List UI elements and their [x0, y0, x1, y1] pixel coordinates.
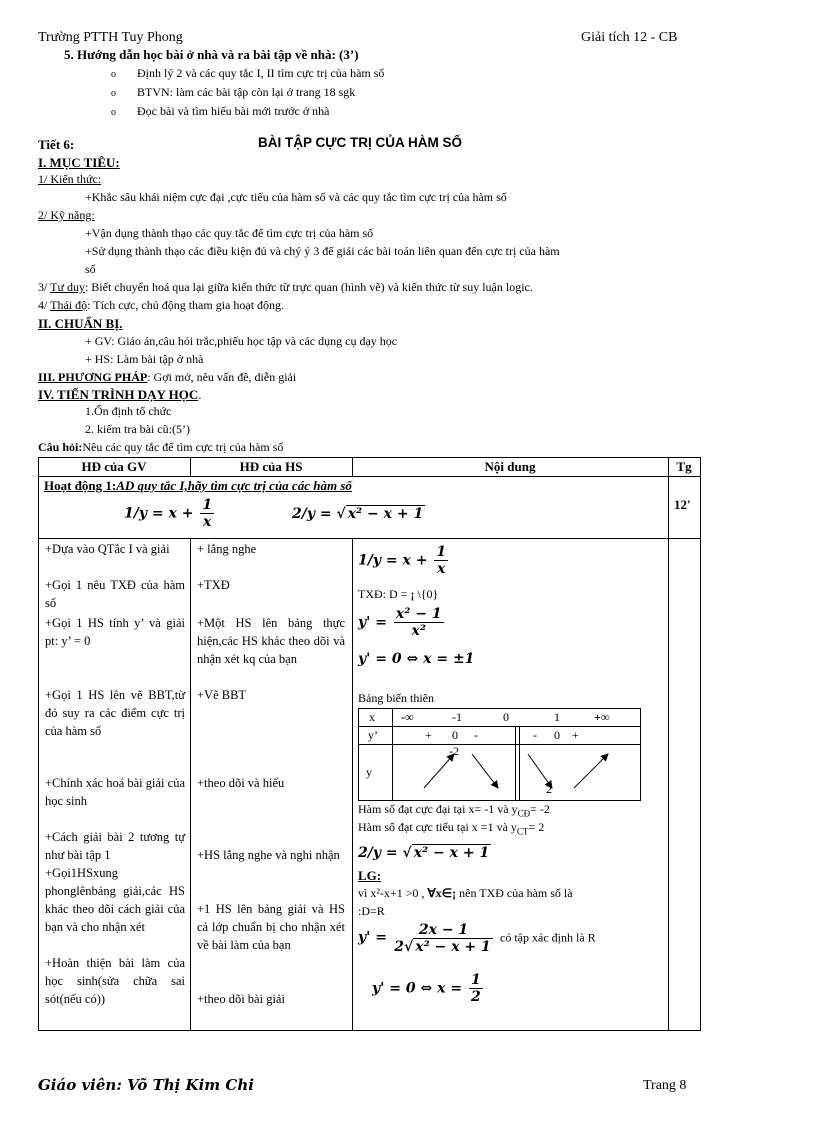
content-function-1: 1/y = x + $\frac{1}{x}$ [358, 544, 447, 577]
question-line: Câu hỏi:Nêu các quy tắc để tìm cực trị của hàm số [38, 440, 284, 454]
procedure-heading-line: IV. TIẾN TRÌNH DẠY HỌC. [38, 387, 202, 402]
gv-step: +Hoàn thiện bài làm của học sinh(sửa chữa sai sót(nếu có)) [45, 956, 185, 1006]
gv-step: +Chính xác hoá bài giải của học sinh [45, 776, 185, 808]
bbt-x-label: x [369, 710, 375, 724]
critical-point-2: y' = 0 ⇔ x = $\frac{1}{2}$ [372, 972, 481, 1005]
bbt-sign: + [425, 728, 432, 742]
derivative-2: y' = $\frac{2x - 1}{\text{2√ x² − x + 1}}$ có tập xác định là R [358, 922, 596, 955]
gv-step: +Gọi1HSxung phonglênbảng giải,các HS khác theo dõi cách giải của bạn và cho nhận xét [45, 866, 185, 934]
domain-2-result: :D=R [358, 904, 385, 918]
bullet-icon: o [111, 69, 116, 80]
max-statement: Hàm số đạt cực đại tại x= -1 và $y_{CĐ}= -2$ [358, 802, 550, 819]
bbt-sign: + [572, 728, 579, 742]
subject-label: Giải tích 12 - CB [581, 30, 678, 45]
bbt-label: Bảng biến thiên [358, 691, 434, 705]
homework-item: Đọc bài và tìm hiểu bài mới trước ở nhà [137, 104, 330, 118]
activity-title: Hoạt động 1:AD quy tắc I,hãy tìm cực trị của các hàm số [44, 478, 352, 493]
gv-step: +Dựa vào QTắc I và giải [45, 542, 170, 556]
attitude-line: 4/ Thái độ: Tích cực, chủ động tham gia hoạt động. [38, 298, 285, 312]
hs-step: +Vẽ BBT [197, 688, 247, 702]
bbt-y-value: 2 [546, 782, 552, 796]
content-function-2: 2/y = √ x² − x + 1 [358, 845, 490, 861]
hs-step: +1 HS lên bảng giải và HS cả lớp chuẩn bị cho nhận xét về bài làm của bạn [197, 902, 345, 952]
bbt-x-value: 1 [554, 710, 560, 724]
time-cell: 12' [674, 497, 691, 512]
knowledge-label: 1/ Kiến thức: [38, 172, 102, 186]
gv-step: +Cách giải bài 2 tương tự như bài tập 1 [45, 830, 185, 862]
gv-step: +Gọi 1 HS lên vẽ BBT,từ đó suy ra các điểm cực trị của hàm số [45, 688, 185, 738]
page-number: Trang 8 [643, 1078, 687, 1093]
procedure-step: 2. kiểm tra bài cũ:(5’) [85, 422, 190, 436]
domain-1: TXĐ: D = ¡ \{0} [358, 587, 439, 601]
method-line: III. PHƯƠNG PHÁP: Gợi mở, nêu vấn đề, diễn giải [38, 370, 297, 384]
preparation-gv: + GV: Giáo án,câu hỏi trắc,phiếu học tập và các dụng cụ dạy học [85, 334, 398, 348]
bbt-dy-label: y’ [368, 728, 378, 742]
bbt-y-label: y [366, 765, 372, 779]
header-gv: HĐ của GV [81, 459, 147, 474]
teacher-signature: Giáo viên: Võ Thị Kim Chi [38, 1076, 254, 1094]
knowledge-text: +Khắc sâu khái niệm cực đại ,cực tiểu của hàm số và các quy tắc tìm cực trị của hàm số [85, 190, 507, 204]
function-1: 1/y = x + $\frac{1}{x}$ [124, 497, 213, 530]
min-statement: Hàm số đạt cực tiểu tại x =1 và $y_{CT}= 2$ [358, 820, 545, 837]
header-content: Nội dung [484, 459, 536, 474]
hs-step: +Một HS lên bảng thực hiện,các HS khác theo dõi và nhận xét kq của bạn [197, 616, 345, 666]
preparation-heading: II. CHUẨN BỊ. [38, 316, 123, 331]
objectives-heading: I. MỤC TIÊU: [38, 155, 120, 170]
bbt-arrows [392, 744, 640, 800]
procedure-step: 1.Ổn định tổ chức [85, 404, 172, 418]
skills-text: số [85, 262, 96, 276]
bbt-sign: - [474, 728, 478, 742]
bbt-y-value: -2 [449, 744, 459, 758]
bbt-sign: - [533, 728, 537, 742]
derivative-1: y' = $\frac{\text{x² − 1}}{\text{x²}}$ [358, 606, 442, 639]
bullet-icon: o [111, 88, 116, 99]
bullet-icon: o [111, 107, 116, 118]
bbt-sign: 0 [554, 728, 560, 742]
homework-item: BTVN: làm các bài tập còn lại ở trang 18 sgk [137, 85, 356, 99]
bbt-x-value: +∞ [594, 710, 610, 724]
period-label: Tiết 6: [38, 137, 75, 152]
hs-step: + lắng nghe [197, 542, 257, 556]
homework-heading: 5. Hướng dẫn học bài ở nhà và ra bài tập về nhà: (3’) [64, 47, 359, 62]
hs-step: +TXĐ [197, 578, 230, 592]
critical-points-1: y' = 0 ⇔ x = ±1 [358, 651, 475, 667]
bbt-sign: 0 [452, 728, 458, 742]
skills-text: +Sử dụng thành thạo các điều kiện đủ và chý ý 3 để giải các bài toán liên quan đến cực trị của hàm [85, 244, 560, 258]
homework-item: Định lý 2 và các quy tắc I, II tìm cực trị của hàm số [137, 66, 385, 80]
domain-2: vì x²-x+1 >0 , ∀x∈¡ nên TXĐ của hàm số là [358, 886, 573, 900]
gv-step: +Gọi 1 nêu TXĐ của hàm số [45, 578, 185, 610]
bbt-x-value: 0 [503, 710, 509, 724]
header-hs: HĐ của HS [239, 459, 303, 474]
decrease-arrow-icon [472, 754, 498, 788]
increase-arrow-icon [424, 754, 454, 788]
gv-step: +Gọi 1 HS tính y’ và giải pt: y’ = 0 [45, 616, 185, 648]
hs-step: +HS lắng nghe và nghi nhận [197, 848, 340, 862]
bbt-x-value: -∞ [401, 710, 414, 724]
preparation-hs: + HS: Làm bài tập ở nhà [85, 352, 204, 366]
function-2: 2/y = √ x² − x + 1 [292, 506, 424, 522]
hs-step: +theo dõi và hiểu [197, 776, 285, 790]
hs-step: +theo dõi bài giải [197, 992, 285, 1006]
solution-label: LG: [358, 868, 382, 883]
increase-arrow-icon [574, 754, 608, 788]
school-name: Trường PTTH Tuy Phong [38, 30, 183, 45]
header-time: Tg [676, 459, 692, 474]
decrease-arrow-icon [528, 754, 552, 788]
thinking-line: 3/ Tư duy: Biết chuyển hoá qua lại giữa kiến thức từ trực quan (hình vẽ) và kiến thức từ suy luận logic. [38, 280, 533, 294]
skills-label: 2/ Kỹ năng: [38, 208, 95, 222]
bbt-x-value: -1 [452, 710, 462, 724]
lesson-title: BÀI TẬP CỰC TRỊ CỦA HÀM SỐ [258, 135, 462, 150]
skills-text: +Vận dụng thành thạo các quy tắc để tìm cực trị của hàm số [85, 226, 374, 240]
